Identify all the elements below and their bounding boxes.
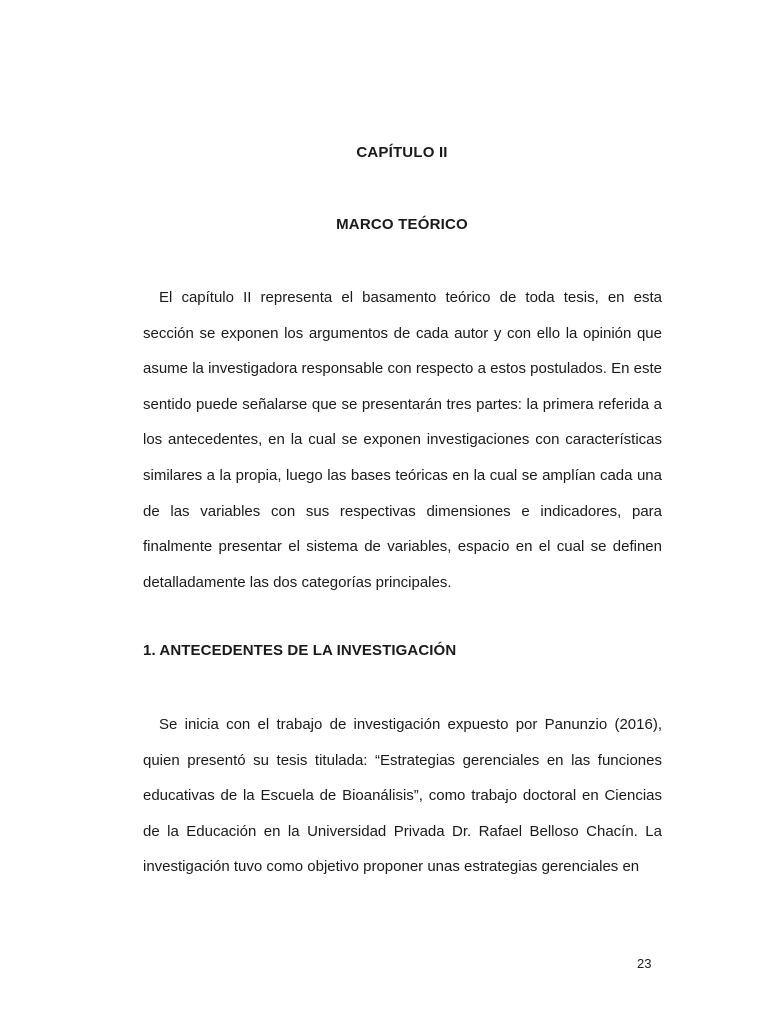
subheading-antecedentes: 1. ANTECEDENTES DE LA INVESTIGACIÓN [143, 642, 457, 659]
page-number: 23 [637, 956, 652, 971]
body-paragraph: Se inicia con el trabajo de investigación expuesto por Panunzio (2016), quien presentó su tesis titulada: “Estrategias gerenciales en las funciones educativas de la Escuela de Bioanálisis”, como trabajo doctoral en Ciencias de la Educación en la Universidad Privada Dr. Rafael Belloso Chacín. La investigación tuvo como objetivo proponer unas estrategias gerenciales en [143, 716, 662, 876]
intro-paragraph: El capítulo II representa el basamento teórico de toda tesis, en esta sección se exponen los argumentos de cada autor y con ello la opinión que asume la investigadora responsable con respecto a estos postulados. En este sentido puede señalarse que se presentarán tres partes: la primera referida a los antecedentes, en la cual se exponen investigaciones con características similares a la propia, luego las bases teóricas en la cual se amplían cada una de las variables con sus respectivas dimensiones e indicadores, para finalmente presentar el sistema de variables, espacio en el cual se definen detalladamente las dos categorías principales. [143, 289, 662, 591]
chapter-title: CAPÍTULO II [356, 144, 448, 161]
section-title: MARCO TEÓRICO [336, 216, 468, 233]
